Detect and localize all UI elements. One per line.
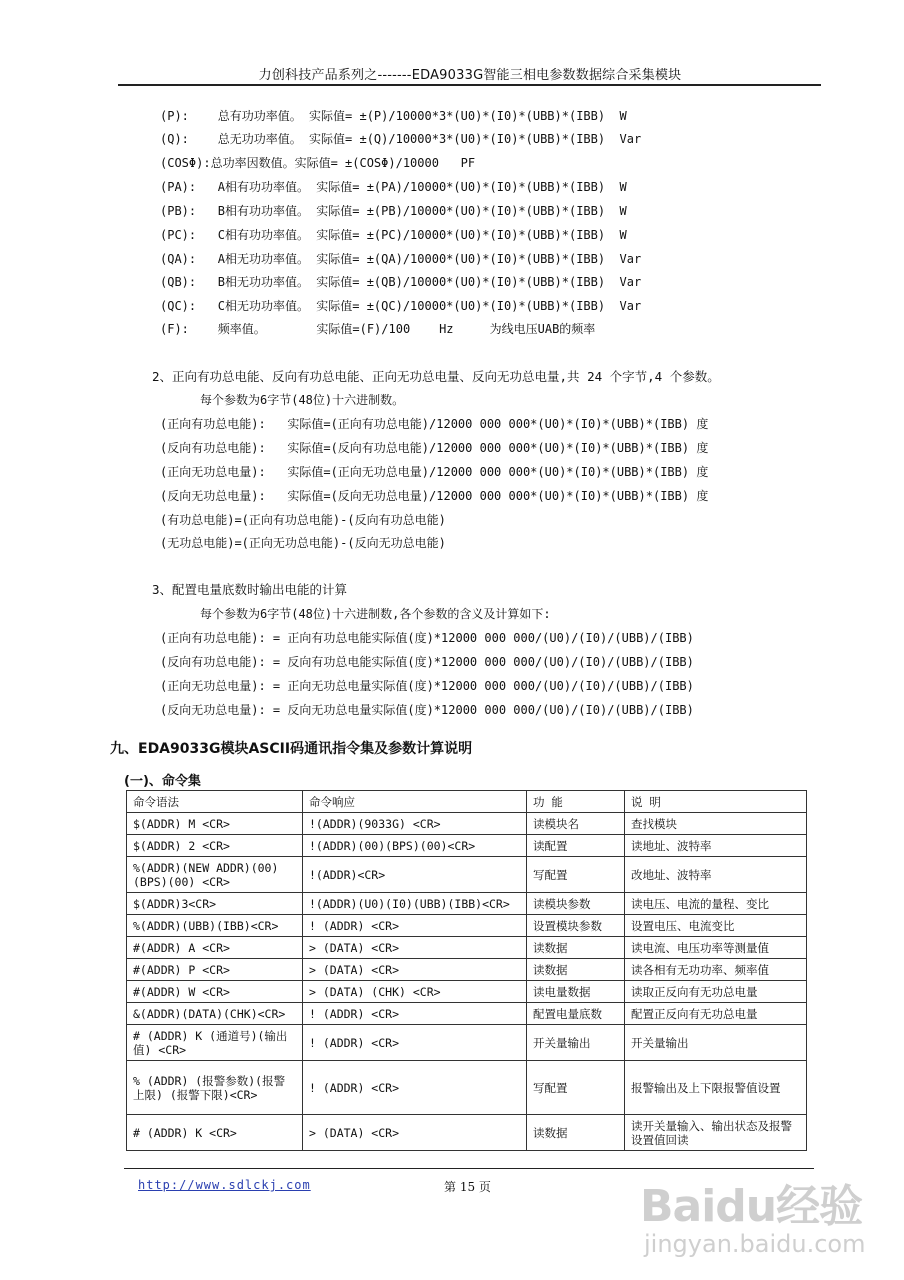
- cell-response: ! (ADDR) <CR>: [303, 915, 527, 937]
- table-header-row: [127, 791, 807, 813]
- cell-response: !(ADDR)(9033G) <CR>: [303, 813, 527, 835]
- command-table: [126, 790, 807, 1151]
- cell-response: ! (ADDR) <CR>: [303, 1003, 527, 1025]
- footer-divider: [124, 1168, 814, 1169]
- cell-description: 配置正反向有无功总电量: [625, 1003, 807, 1025]
- cell-syntax: # (ADDR) K <CR>: [127, 1115, 303, 1151]
- formula-line-pc: (PC): C相有功功率值。 实际值= ±(PC)/10000*(U0)*(I0)*(UBB)*(IBB) W: [160, 228, 627, 242]
- cell-description: 读电压、电流的量程、变比: [625, 893, 807, 915]
- cell-response: > (DATA) <CR>: [303, 1115, 527, 1151]
- col-header-description: 说 明: [625, 791, 807, 813]
- section2-line-2: (反向有功总电能): 实际值=(反向有功总电能)/12000 000 000*(U0)*(I0)*(UBB)*(IBB) 度: [160, 441, 709, 455]
- section3-heading: 3、配置电量底数时输出电能的计算: [152, 582, 348, 597]
- table-row: [127, 1025, 807, 1061]
- cell-response: > (DATA) (CHK) <CR>: [303, 981, 527, 1003]
- cell-syntax: &(ADDR)(DATA)(CHK)<CR>: [127, 1003, 303, 1025]
- cell-syntax: # (ADDR) K (通道号)(输出值) <CR>: [127, 1025, 303, 1061]
- cell-response: ! (ADDR) <CR>: [303, 1025, 527, 1061]
- cell-function: 读配置: [527, 835, 625, 857]
- cell-function: 读模块参数: [527, 893, 625, 915]
- section3-note: 每个参数为6字节(48位)十六进制数,各个参数的含义及计算如下:: [200, 607, 551, 621]
- section2-line-3: (正向无功总电量): 实际值=(正向无功总电量)/12000 000 000*(U0)*(I0)*(UBB)*(IBB) 度: [160, 465, 709, 479]
- cell-function: 读数据: [527, 959, 625, 981]
- formula-line-f: (F): 频率值。 实际值=(F)/100 Hz 为线电压UAB的频率: [160, 322, 596, 336]
- section2-line-5: (有功总电能)=(正向有功总电能)-(反向有功总电能): [160, 513, 446, 527]
- section2-note: 每个参数为6字节(48位)十六进制数。: [200, 393, 405, 407]
- cell-description: 查找模块: [625, 813, 807, 835]
- cell-response: > (DATA) <CR>: [303, 959, 527, 981]
- baidu-watermark: [640, 1170, 890, 1270]
- formula-line-p: (P): 总有功功率值。 实际值= ±(P)/10000*3*(U0)*(I0)*(UBB)*(IBB) W: [160, 109, 627, 123]
- formula-line-qb: (QB): B相无功功率值。 实际值= ±(QB)/10000*(U0)*(I0)*(UBB)*(IBB) Var: [160, 275, 642, 289]
- section9-title: 九、EDA9033G模块ASCII码通讯指令集及参数计算说明: [110, 741, 473, 757]
- cell-function: 开关量输出: [527, 1025, 625, 1061]
- section3-line-4: (反向无功总电量): = 反向无功总电量实际值(度)*12000 000 000/(U0)/(I0)/(UBB)/(IBB): [160, 703, 694, 717]
- cell-syntax: #(ADDR) P <CR>: [127, 959, 303, 981]
- cell-function: 读数据: [527, 937, 625, 959]
- table-row: [127, 1003, 807, 1025]
- cell-syntax: #(ADDR) A <CR>: [127, 937, 303, 959]
- table-row: [127, 915, 807, 937]
- table-row: [127, 1115, 807, 1151]
- formula-line-pa: (PA): A相有功功率值。 实际值= ±(PA)/10000*(U0)*(I0)*(UBB)*(IBB) W: [160, 180, 627, 194]
- cell-function: 设置模块参数: [527, 915, 625, 937]
- formula-line-qc: (QC): C相无功功率值。 实际值= ±(QC)/10000*(U0)*(I0)*(UBB)*(IBB) Var: [160, 299, 642, 313]
- table-row: [127, 937, 807, 959]
- cell-function: 读数据: [527, 1115, 625, 1151]
- cell-function: 写配置: [527, 1061, 625, 1115]
- cell-description: 改地址、波特率: [625, 857, 807, 893]
- baidu-logo: Baidu经验: [640, 1181, 863, 1232]
- cell-description: 读各相有无功功率、频率值: [625, 959, 807, 981]
- col-header-syntax: 命令语法: [127, 791, 303, 813]
- cell-syntax: %(ADDR)(UBB)(IBB)<CR>: [127, 915, 303, 937]
- cell-response: ! (ADDR) <CR>: [303, 1061, 527, 1115]
- cell-function: 写配置: [527, 857, 625, 893]
- section3-line-3: (正向无功总电量): = 正向无功总电量实际值(度)*12000 000 000/(U0)/(I0)/(UBB)/(IBB): [160, 679, 694, 693]
- table-row: [127, 959, 807, 981]
- table-row: [127, 835, 807, 857]
- cell-response: !(ADDR)<CR>: [303, 857, 527, 893]
- table-row: [127, 1061, 807, 1115]
- cell-description: 报警输出及上下限报警值设置: [625, 1061, 807, 1115]
- col-header-response: 命令响应: [303, 791, 527, 813]
- section2-heading: 2、正向有功总电能、反向有功总电能、正向无功总电量、反向无功总电量,共 24 个字节,4 个参数。: [152, 369, 720, 384]
- cell-description: 开关量输出: [625, 1025, 807, 1061]
- table-row: [127, 981, 807, 1003]
- cell-syntax: $(ADDR) M <CR>: [127, 813, 303, 835]
- cell-response: > (DATA) <CR>: [303, 937, 527, 959]
- cell-description: 设置电压、电流变比: [625, 915, 807, 937]
- table-row: [127, 893, 807, 915]
- cell-syntax: #(ADDR) W <CR>: [127, 981, 303, 1003]
- cell-description: 读地址、波特率: [625, 835, 807, 857]
- cell-syntax: % (ADDR) (报警参数)(报警上限) (报警下限)<CR>: [127, 1061, 303, 1115]
- cell-function: 配置电量底数: [527, 1003, 625, 1025]
- cell-syntax: $(ADDR)3<CR>: [127, 893, 303, 915]
- section2-line-4: (反向无功总电量): 实际值=(反向无功总电量)/12000 000 000*(U0)*(I0)*(UBB)*(IBB) 度: [160, 489, 709, 503]
- section2-line-1: (正向有功总电能): 实际值=(正向有功总电能)/12000 000 000*(U0)*(I0)*(UBB)*(IBB) 度: [160, 417, 709, 431]
- page-number: 第 15 页: [444, 1180, 491, 1194]
- watermark-url: jingyan.baidu.com: [644, 1230, 866, 1258]
- table-row: [127, 813, 807, 835]
- cell-description: 读开关量输入、输出状态及报警设置值回读: [625, 1115, 807, 1151]
- website-link[interactable]: http://www.sdlckj.com: [138, 1178, 311, 1192]
- cell-response: !(ADDR)(U0)(I0)(UBB)(IBB)<CR>: [303, 893, 527, 915]
- formula-line-q: (Q): 总无功功率值。 实际值= ±(Q)/10000*3*(U0)*(I0)*(UBB)*(IBB) Var: [160, 132, 642, 146]
- section2-line-6: (无功总电能)=(正向无功总电能)-(反向无功总电能): [160, 536, 446, 550]
- formula-line-pb: (PB): B相有功功率值。 实际值= ±(PB)/10000*(U0)*(I0)*(UBB)*(IBB) W: [160, 204, 627, 218]
- cell-function: 读电量数据: [527, 981, 625, 1003]
- section3-line-1: (正向有功总电能): = 正向有功总电能实际值(度)*12000 000 000/(U0)/(I0)/(UBB)/(IBB): [160, 631, 694, 645]
- section9-subtitle: (一)、命令集: [124, 774, 201, 789]
- cell-description: 读电流、电压功率等测量值: [625, 937, 807, 959]
- table-row: [127, 857, 807, 893]
- section3-line-2: (反向有功总电能): = 反向有功总电能实际值(度)*12000 000 000/(U0)/(I0)/(UBB)/(IBB): [160, 655, 694, 669]
- formula-line-qa: (QA): A相无功功率值。 实际值= ±(QA)/10000*(U0)*(I0)*(UBB)*(IBB) Var: [160, 252, 642, 266]
- cell-function: 读模块名: [527, 813, 625, 835]
- cell-syntax: $(ADDR) 2 <CR>: [127, 835, 303, 857]
- col-header-function: 功 能: [527, 791, 625, 813]
- header-divider: [118, 84, 821, 86]
- page-header: 力创科技产品系列之-------EDA9033G智能三相电参数数据综合采集模块: [258, 68, 682, 83]
- cell-response: !(ADDR)(00)(BPS)(00)<CR>: [303, 835, 527, 857]
- cell-description: 读取正反向有无功总电量: [625, 981, 807, 1003]
- cell-syntax: %(ADDR)(NEW ADDR)(00)(BPS)(00) <CR>: [127, 857, 303, 893]
- formula-line-cos: (COSΦ):总功率因数值。实际值= ±(COSΦ)/10000 PF: [160, 156, 476, 170]
